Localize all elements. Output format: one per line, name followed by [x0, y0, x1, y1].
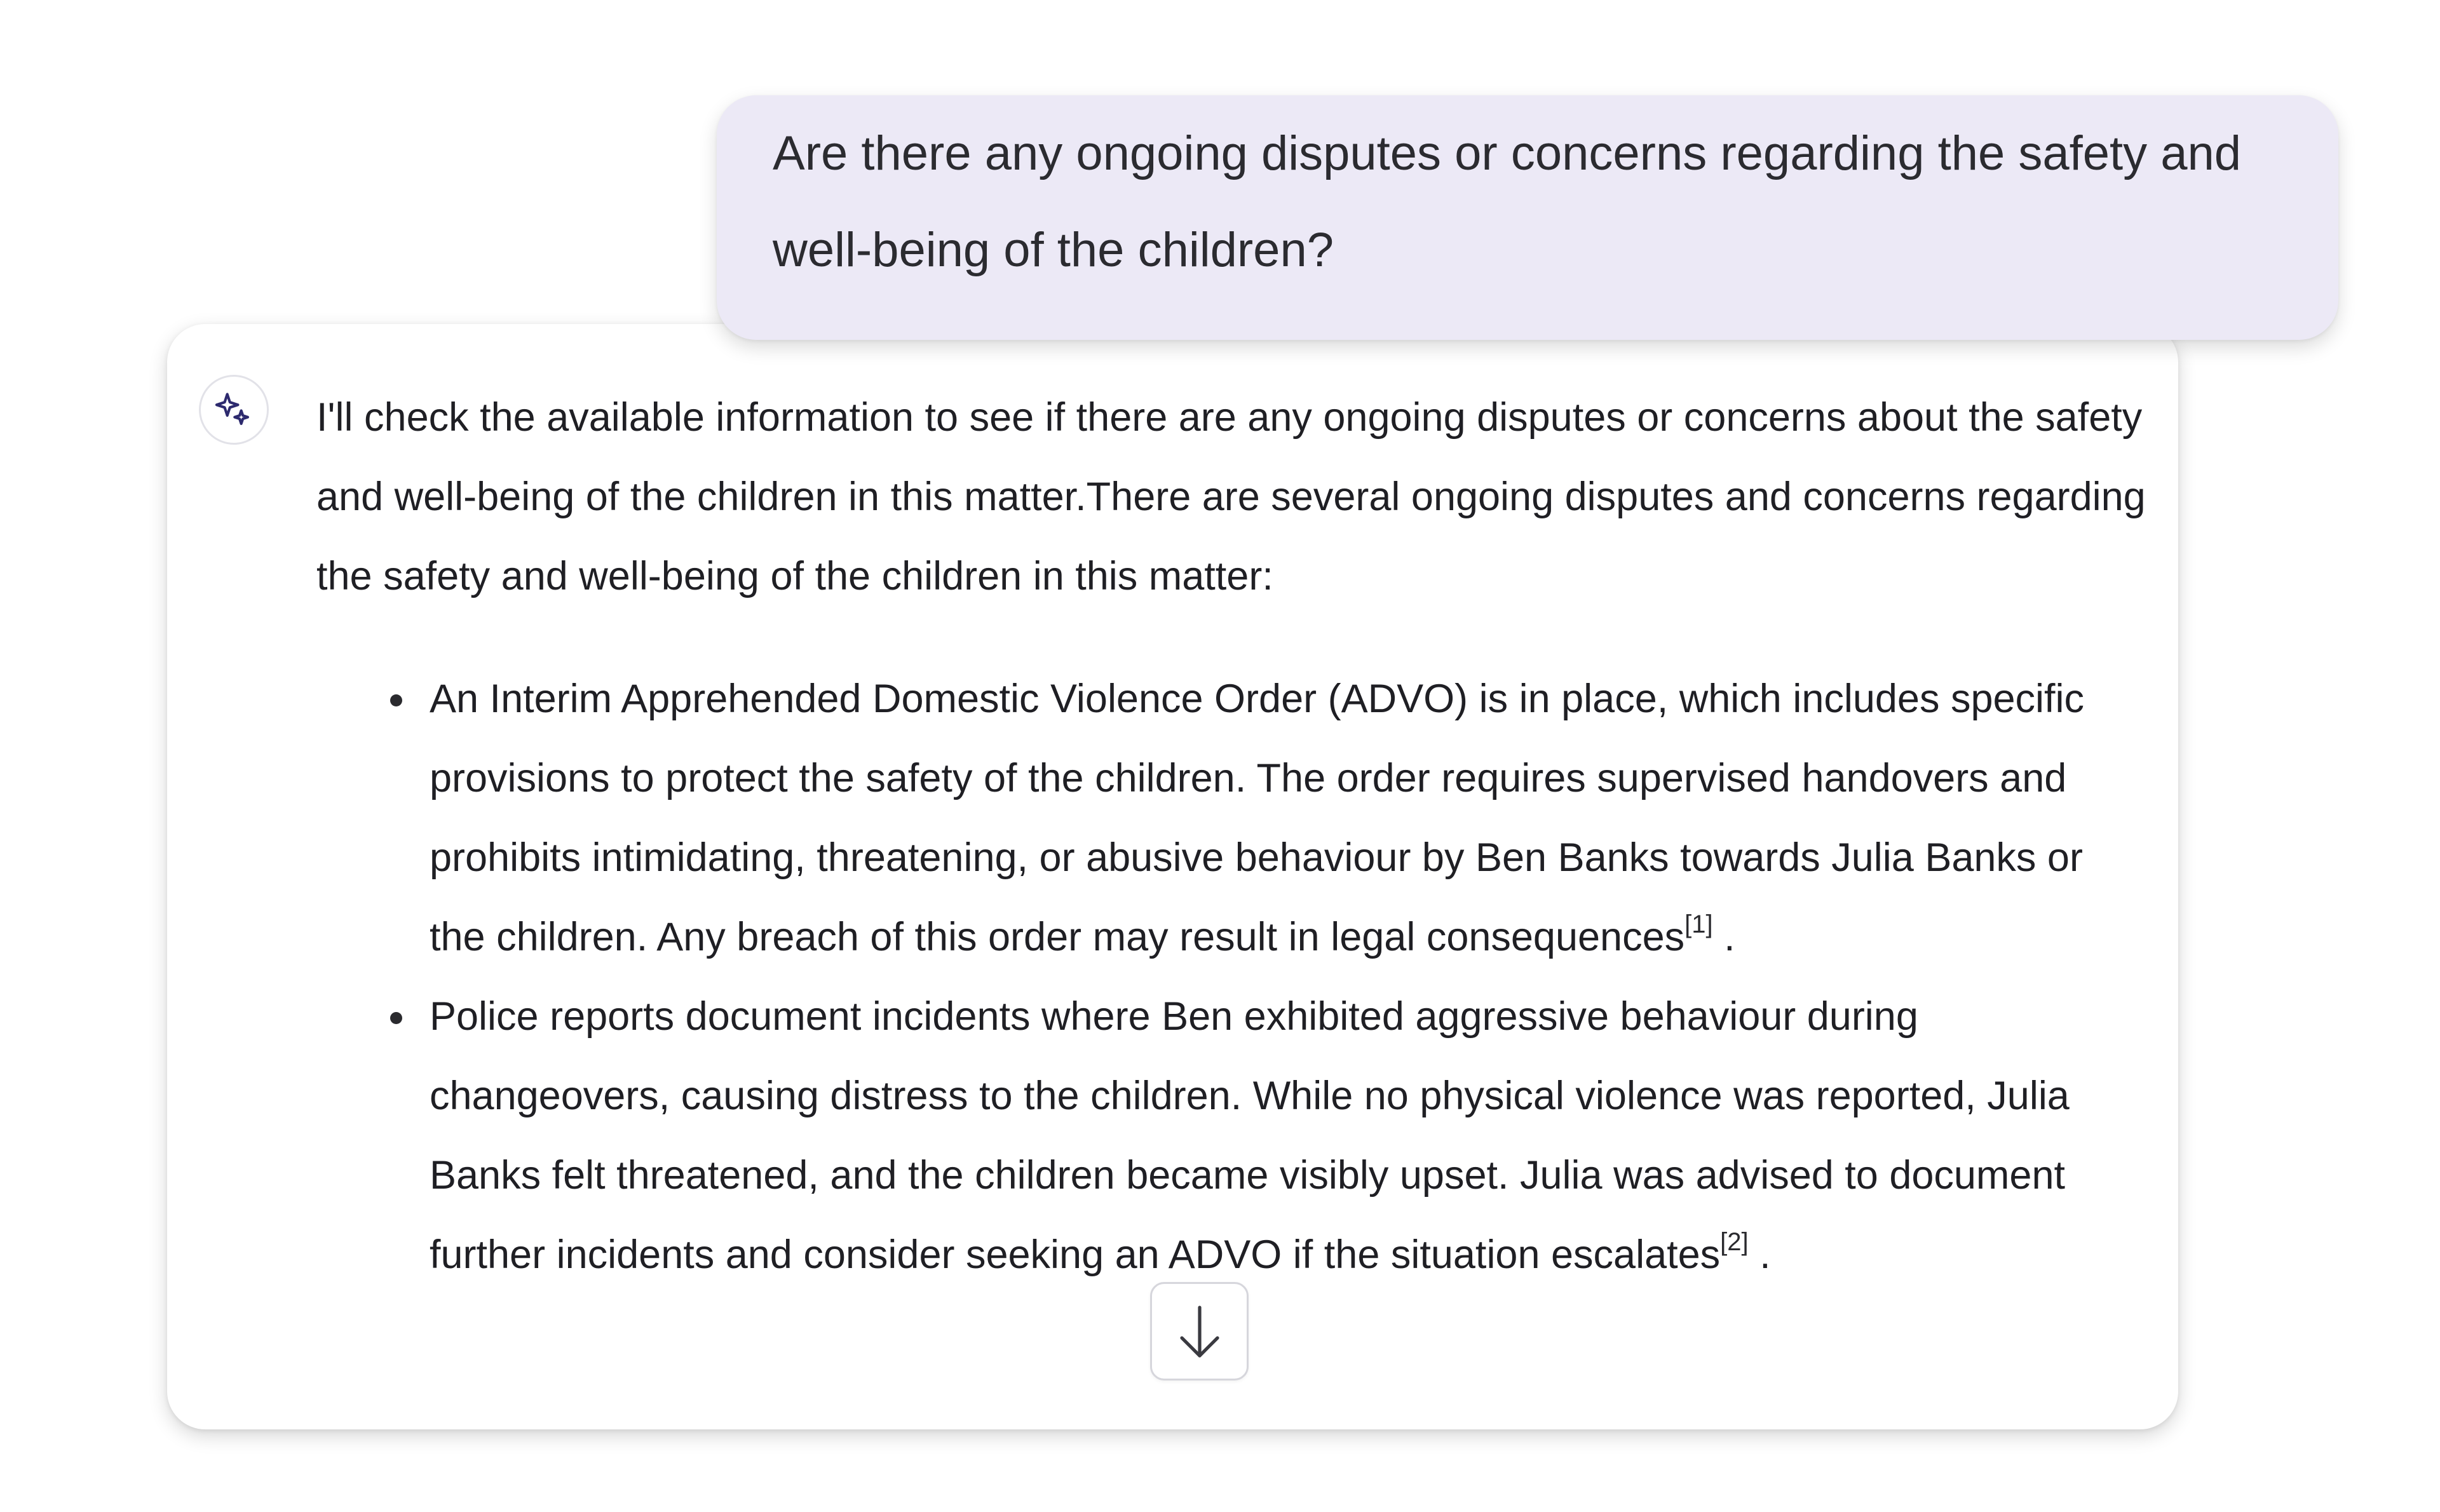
response-bullet [430, 659, 2146, 977]
bullet-text: Police reports document incidents where Ben exhibited aggressive behaviour during changeovers, causing distress to the children. While no physical violence was reported, Julia Banks felt threatened, and the children became visibly upset. Julia was advised to document further incidents and consider seeking an ADVO if the situation escalates [430, 994, 2070, 1277]
arrow-down-icon [1174, 1302, 1225, 1361]
bullet-tail: . [1759, 1232, 1771, 1277]
citation-link[interactable]: [1] [1684, 910, 1713, 938]
user-question-text: Are there any ongoing disputes or concerns regarding the safety and well-being of the children? [773, 126, 2242, 277]
citation-link[interactable]: [2] [1720, 1228, 1749, 1256]
user-question-bubble [717, 95, 2338, 340]
assistant-response-body [316, 378, 2146, 1295]
bullet-tail: . [1724, 915, 1735, 959]
sparkle-icon [214, 390, 254, 429]
response-intro: I'll check the available information to see if there are any ongoing disputes or concerns about the safety and well-being of the children in this matter.There are several ongoing disputes and concerns regarding the safety and well-being of the children in this matter: [316, 395, 2146, 598]
response-bullet-list [316, 659, 2146, 1295]
response-bullet [430, 977, 2146, 1295]
assistant-avatar [199, 375, 269, 445]
assistant-response-card [167, 324, 2178, 1429]
scroll-to-bottom-button[interactable] [1150, 1282, 1249, 1380]
bullet-text: An Interim Apprehended Domestic Violence Order (ADVO) is in place, which includes specific provisions to protect the safety of the children. The order requires supervised handovers and prohibits intimidating, threatening, or abusive behaviour by Ben Banks towards Julia Banks or the children. Any breach of this order may result in legal consequences [430, 677, 2085, 959]
